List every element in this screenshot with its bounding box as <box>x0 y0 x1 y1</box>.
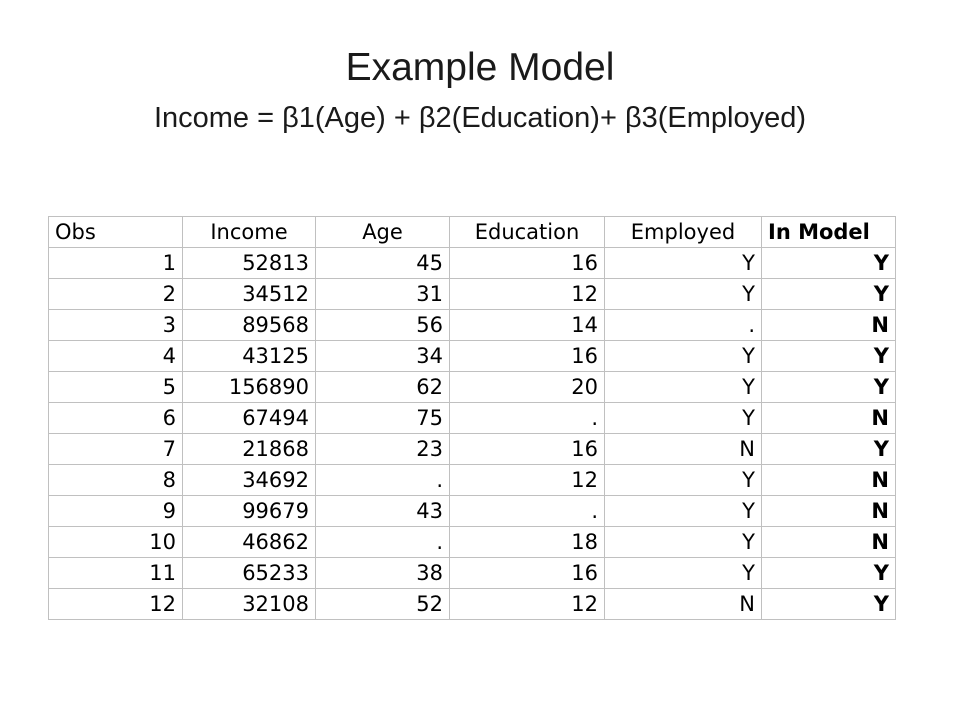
cell-in-model: N <box>762 403 896 434</box>
table-row <box>49 527 896 558</box>
cell-employed: Y <box>605 465 762 496</box>
cell-employed: Y <box>605 341 762 372</box>
header-income: Income <box>183 217 316 248</box>
table-row <box>49 341 896 372</box>
header-education: Education <box>450 217 605 248</box>
cell-employed: Y <box>605 248 762 279</box>
cell-in-model: Y <box>762 589 896 620</box>
cell-age: 62 <box>316 372 450 403</box>
cell-obs: 3 <box>49 310 183 341</box>
cell-employed: Y <box>605 496 762 527</box>
cell-education: 16 <box>450 341 605 372</box>
cell-in-model: N <box>762 496 896 527</box>
table-row <box>49 248 896 279</box>
cell-income: 43125 <box>183 341 316 372</box>
cell-age: . <box>316 465 450 496</box>
table-row <box>49 465 896 496</box>
cell-obs: 8 <box>49 465 183 496</box>
cell-income: 46862 <box>183 527 316 558</box>
cell-employed: Y <box>605 558 762 589</box>
cell-education: . <box>450 496 605 527</box>
cell-education: 14 <box>450 310 605 341</box>
cell-obs: 4 <box>49 341 183 372</box>
cell-education: 16 <box>450 434 605 465</box>
cell-age: 31 <box>316 279 450 310</box>
cell-obs: 2 <box>49 279 183 310</box>
slide-title: Example Model <box>345 46 615 89</box>
cell-obs: 11 <box>49 558 183 589</box>
cell-age: 56 <box>316 310 450 341</box>
cell-age: . <box>316 527 450 558</box>
cell-education: 12 <box>450 589 605 620</box>
cell-income: 65233 <box>183 558 316 589</box>
cell-age: 34 <box>316 341 450 372</box>
cell-in-model: N <box>762 465 896 496</box>
cell-income: 99679 <box>183 496 316 527</box>
cell-age: 23 <box>316 434 450 465</box>
cell-employed: N <box>605 589 762 620</box>
cell-obs: 10 <box>49 527 183 558</box>
cell-income: 52813 <box>183 248 316 279</box>
cell-obs: 9 <box>49 496 183 527</box>
cell-income: 156890 <box>183 372 316 403</box>
cell-employed: . <box>605 310 762 341</box>
cell-employed: Y <box>605 279 762 310</box>
cell-income: 34692 <box>183 465 316 496</box>
data-table <box>48 216 896 620</box>
header-obs: Obs <box>49 217 183 248</box>
cell-obs: 12 <box>49 589 183 620</box>
cell-in-model: Y <box>762 558 896 589</box>
cell-in-model: Y <box>762 341 896 372</box>
cell-income: 34512 <box>183 279 316 310</box>
table-row <box>49 496 896 527</box>
table-row <box>49 279 896 310</box>
header-age: Age <box>316 217 450 248</box>
cell-employed: N <box>605 434 762 465</box>
cell-education: 12 <box>450 465 605 496</box>
cell-obs: 6 <box>49 403 183 434</box>
cell-in-model: Y <box>762 372 896 403</box>
cell-employed: Y <box>605 403 762 434</box>
cell-education: 20 <box>450 372 605 403</box>
cell-income: 67494 <box>183 403 316 434</box>
cell-education: 12 <box>450 279 605 310</box>
cell-income: 89568 <box>183 310 316 341</box>
cell-obs: 7 <box>49 434 183 465</box>
cell-age: 43 <box>316 496 450 527</box>
cell-in-model: Y <box>762 434 896 465</box>
cell-employed: Y <box>605 527 762 558</box>
cell-age: 75 <box>316 403 450 434</box>
cell-income: 21868 <box>183 434 316 465</box>
cell-age: 38 <box>316 558 450 589</box>
table-row <box>49 372 896 403</box>
cell-income: 32108 <box>183 589 316 620</box>
table-row <box>49 558 896 589</box>
table-row <box>49 403 896 434</box>
table-row <box>49 434 896 465</box>
cell-age: 52 <box>316 589 450 620</box>
cell-obs: 5 <box>49 372 183 403</box>
cell-education: 18 <box>450 527 605 558</box>
cell-employed: Y <box>605 372 762 403</box>
table-row <box>49 310 896 341</box>
cell-obs: 1 <box>49 248 183 279</box>
cell-in-model: N <box>762 310 896 341</box>
table-body <box>49 248 896 620</box>
slide-subtitle: Income = β1(Age) + β2(Education)+ β3(Employed) <box>153 102 807 134</box>
cell-education: . <box>450 403 605 434</box>
cell-age: 45 <box>316 248 450 279</box>
cell-education: 16 <box>450 248 605 279</box>
cell-in-model: Y <box>762 279 896 310</box>
cell-education: 16 <box>450 558 605 589</box>
header-row <box>49 217 896 248</box>
cell-in-model: N <box>762 527 896 558</box>
table-row <box>49 589 896 620</box>
header-in-model: In Model <box>762 217 896 248</box>
cell-in-model: Y <box>762 248 896 279</box>
header-employed: Employed <box>605 217 762 248</box>
